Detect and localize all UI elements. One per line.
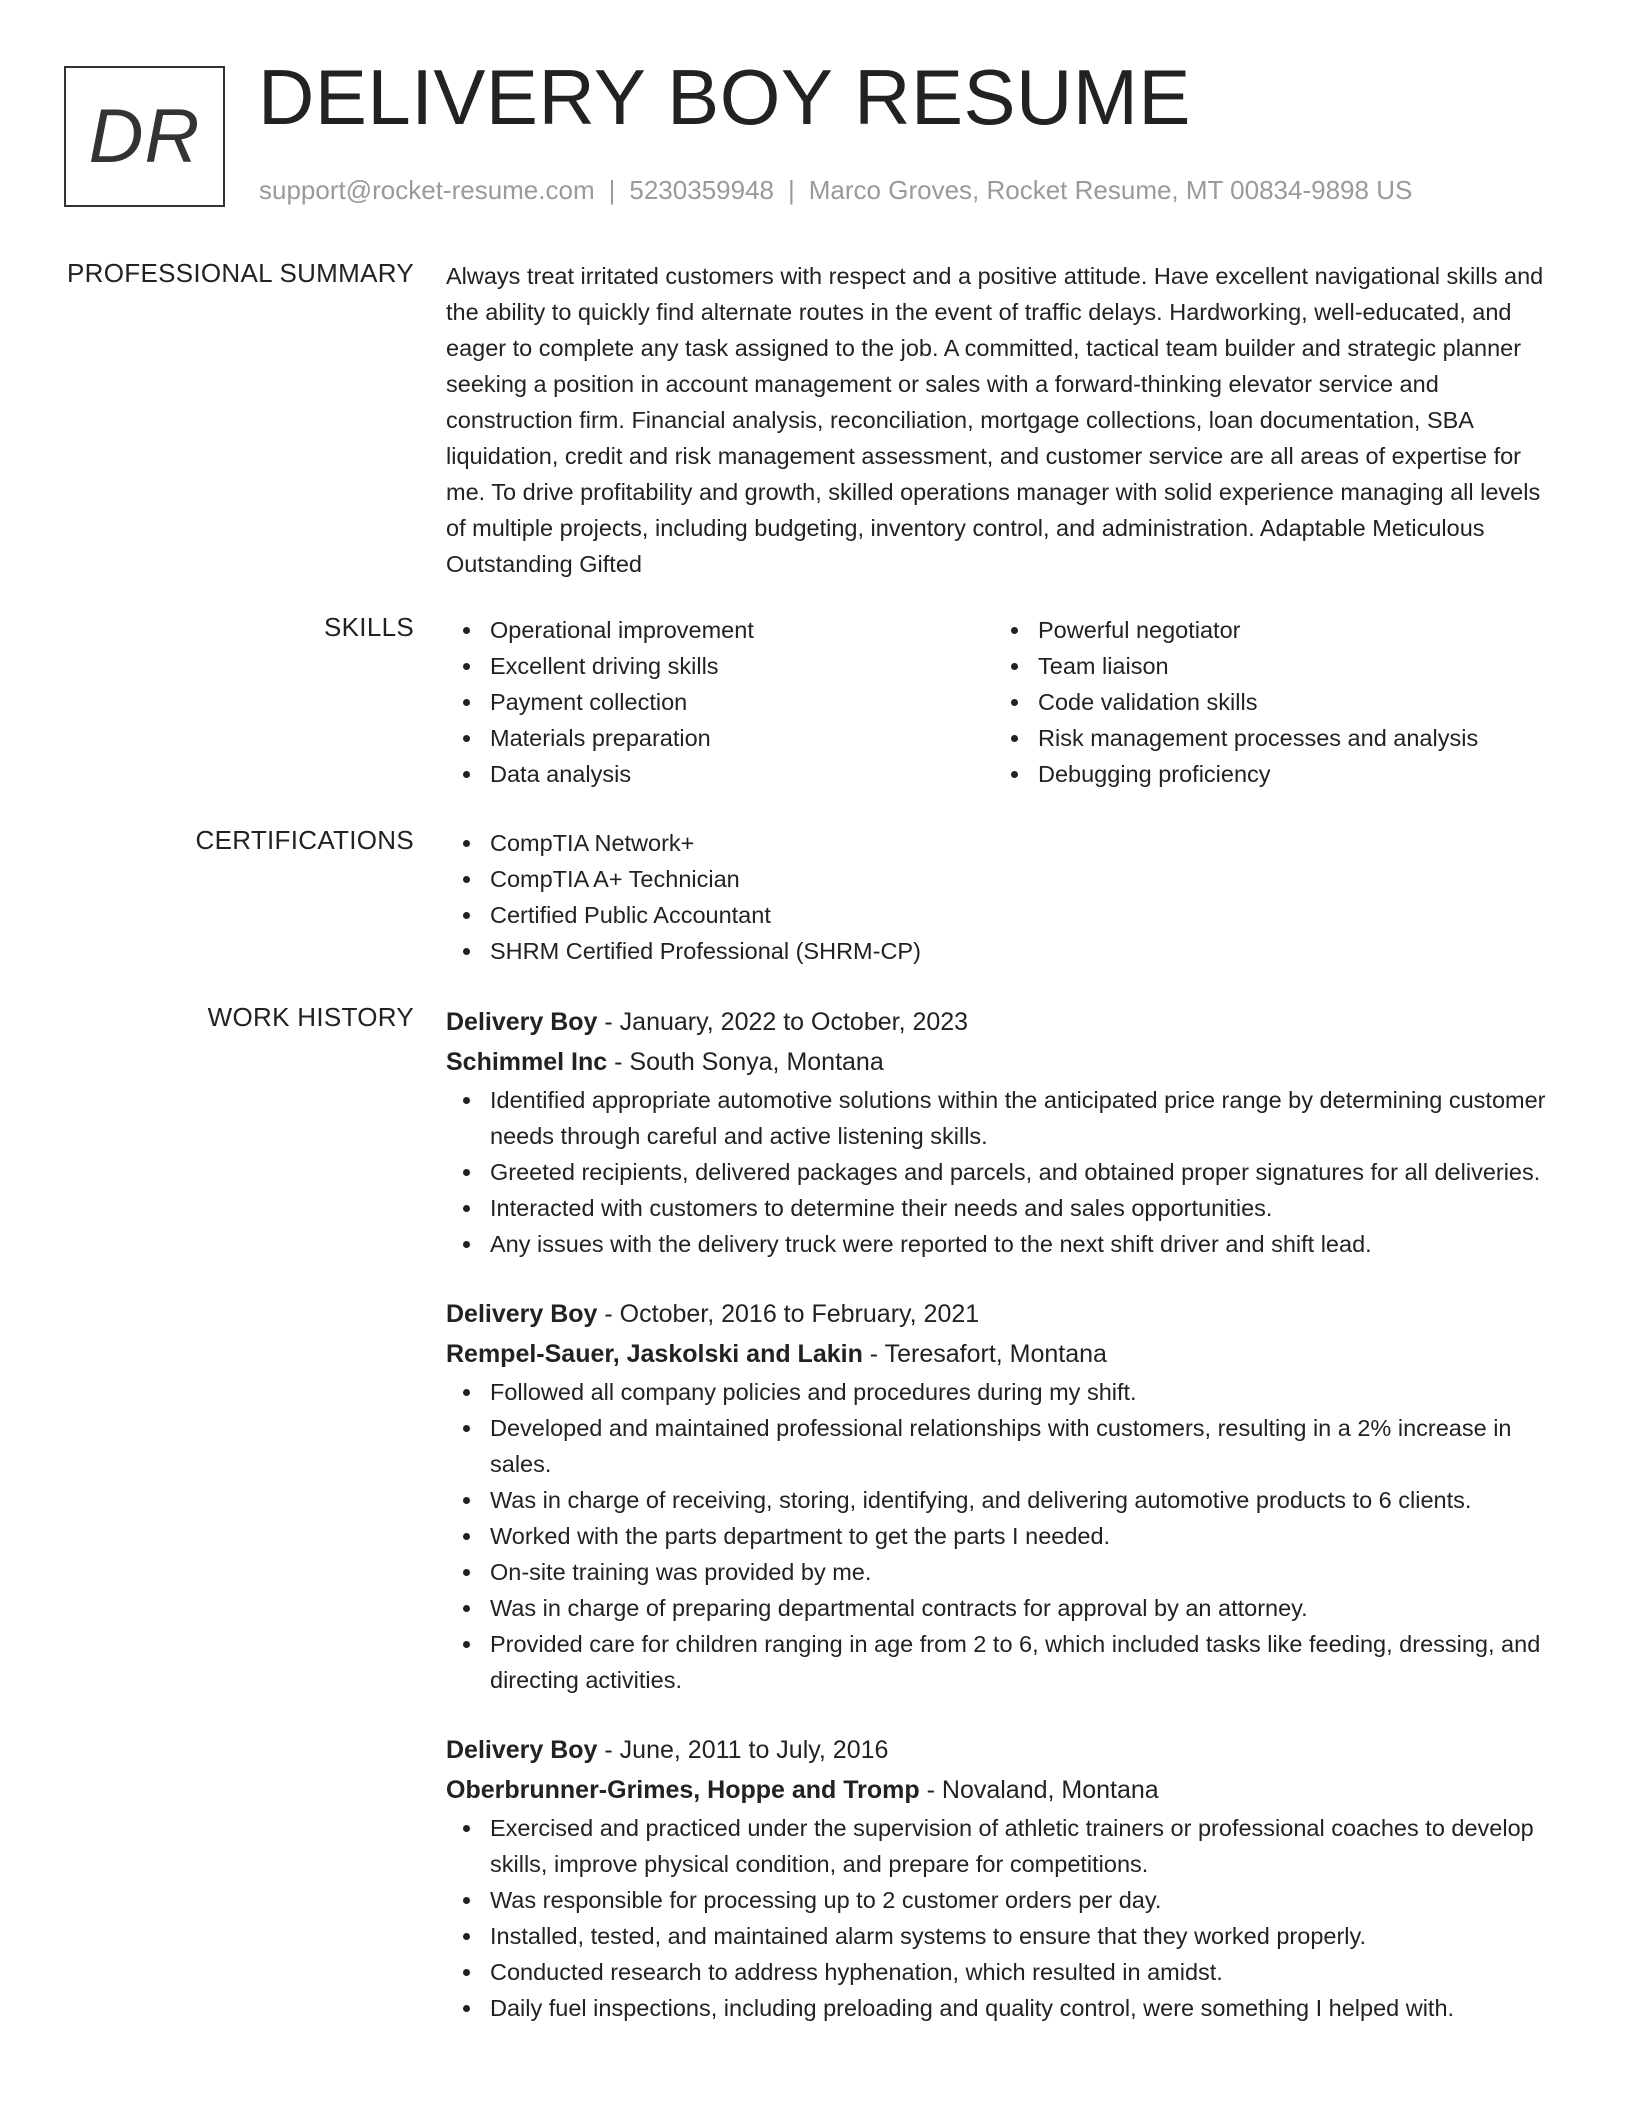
skills-columns — [446, 612, 1566, 792]
job-bullet: Provided care for children ranging in age from 2 to 6, which included tasks like feeding, dressing, and directing activities. — [446, 1626, 1566, 1698]
summary-text: Always treat irritated customers with respect and a positive attitude. Have excellent navigational skills and the ability to quickly find alternate routes in the event of traffic delays. Hardworking, well-educated, and eager to complete any task assigned to the job. A committed, tactical team builder and strategic planner seeking a position in account management or sales with a forward-thinking elevator service and construction firm. Financial analysis, reconciliation, mortgage collections, loan documentation, SBA liquidation, credit and risk management assessment, and customer service are all areas of expertise for me. To drive profitability and growth, skilled operations manager with solid experience managing all levels of multiple projects, including budgeting, inventory control, and administration. Adaptable Meticulous Outstanding Gifted — [446, 263, 1544, 577]
job-bullet: Followed all company policies and procedures during my shift. — [446, 1374, 1566, 1410]
job-bullet: Was in charge of preparing departmental contracts for approval by an attorney. — [446, 1590, 1566, 1626]
skill-item: Risk management processes and analysis — [994, 720, 1542, 756]
job-title-line — [446, 1294, 1566, 1334]
summary-heading: PROFESSIONAL SUMMARY — [67, 258, 414, 288]
job-bullet: Conducted research to address hyphenation, which resulted in amidst. — [446, 1954, 1566, 1990]
job-bullet: Identified appropriate automotive solutions within the anticipated price range by determining customer needs through careful and active listening skills. — [446, 1082, 1566, 1154]
job-entry — [446, 1002, 1566, 1262]
monogram-initials: DR — [88, 94, 201, 179]
job-title: Delivery Boy — [446, 1300, 598, 1328]
certification-item: Certified Public Accountant — [446, 897, 1566, 933]
job-bullet: Developed and maintained professional relationships with customers, resulting in a 2% increase in sales. — [446, 1410, 1566, 1482]
certifications-body — [446, 825, 1566, 969]
skill-item: Powerful negotiator — [994, 612, 1542, 648]
skills-list-left — [446, 612, 994, 792]
job-title: Delivery Boy — [446, 1008, 598, 1036]
job-bullet: Worked with the parts department to get the parts I needed. — [446, 1518, 1566, 1554]
job-bullet: Daily fuel inspections, including preloading and quality control, were something I helped with. — [446, 1990, 1566, 2026]
job-bullets — [446, 1082, 1566, 1262]
job-company: Rempel-Sauer, Jaskolski and Lakin — [446, 1340, 863, 1368]
skills-list-right — [994, 612, 1542, 792]
job-company-line — [446, 1042, 1566, 1082]
monogram-badge — [64, 66, 225, 207]
skill-item: Team liaison — [994, 648, 1542, 684]
job-company-line — [446, 1770, 1566, 1810]
certifications-list — [446, 825, 1566, 969]
contact-separator: | — [788, 175, 795, 205]
job-title-line — [446, 1002, 1566, 1042]
contact-line — [259, 175, 1412, 206]
job-dates: - January, 2022 to October, 2023 — [597, 1008, 969, 1036]
job-dates: - June, 2011 to July, 2016 — [597, 1736, 889, 1764]
certification-item: SHRM Certified Professional (SHRM-CP) — [446, 933, 1566, 969]
job-bullet: Any issues with the delivery truck were reported to the next shift driver and shift lead. — [446, 1226, 1566, 1262]
job-entry — [446, 1294, 1566, 1698]
job-bullet: Installed, tested, and maintained alarm systems to ensure that they worked properly. — [446, 1918, 1566, 1954]
skill-item: Code validation skills — [994, 684, 1542, 720]
work-history-body — [446, 1002, 1566, 2026]
resume-title: DELIVERY BOY RESUME — [258, 53, 1191, 141]
skill-item: Payment collection — [446, 684, 994, 720]
job-dates: - October, 2016 to February, 2021 — [597, 1300, 980, 1328]
skills-heading: SKILLS — [324, 612, 414, 642]
skill-item: Excellent driving skills — [446, 648, 994, 684]
job-bullets — [446, 1810, 1566, 2026]
job-location: - South Sonya, Montana — [607, 1048, 884, 1076]
contact-phone[interactable]: 5230359948 — [629, 175, 774, 205]
skill-item: Data analysis — [446, 756, 994, 792]
contact-separator: | — [608, 175, 616, 205]
job-company: Schimmel Inc — [446, 1048, 608, 1076]
job-company-line — [446, 1334, 1566, 1374]
job-company: Oberbrunner-Grimes, Hoppe and Tromp — [446, 1776, 920, 1804]
job-entry — [446, 1730, 1566, 2026]
certification-item: CompTIA Network+ — [446, 825, 1566, 861]
job-bullet: Was in charge of receiving, storing, identifying, and delivering automotive products to 6 clients. — [446, 1482, 1566, 1518]
skill-item: Materials preparation — [446, 720, 994, 756]
job-title: Delivery Boy — [446, 1736, 598, 1764]
work-history-heading: WORK HISTORY — [207, 1002, 414, 1032]
job-bullet: On-site training was provided by me. — [446, 1554, 1566, 1590]
job-location: - Teresafort, Montana — [862, 1340, 1107, 1368]
job-bullet: Interacted with customers to determine their needs and sales opportunities. — [446, 1190, 1566, 1226]
skill-item: Debugging proficiency — [994, 756, 1542, 792]
job-bullet: Greeted recipients, delivered packages and parcels, and obtained proper signatures for all deliveries. — [446, 1154, 1566, 1190]
skill-item: Operational improvement — [446, 612, 994, 648]
summary-body — [446, 258, 1566, 582]
contact-address: Marco Groves, Rocket Resume, MT 00834-9898 US — [808, 175, 1413, 205]
job-bullet: Exercised and practiced under the supervision of athletic trainers or professional coaches to develop skills, improve physical condition, and prepare for competitions. — [446, 1810, 1566, 1882]
job-title-line — [446, 1730, 1566, 1770]
contact-email[interactable]: support@rocket-resume.com — [259, 175, 595, 205]
job-bullet: Was responsible for processing up to 2 customer orders per day. — [446, 1882, 1566, 1918]
job-bullets — [446, 1374, 1566, 1698]
certifications-heading: CERTIFICATIONS — [195, 825, 414, 855]
certification-item: CompTIA A+ Technician — [446, 861, 1566, 897]
job-location: - Novaland, Montana — [919, 1776, 1159, 1804]
